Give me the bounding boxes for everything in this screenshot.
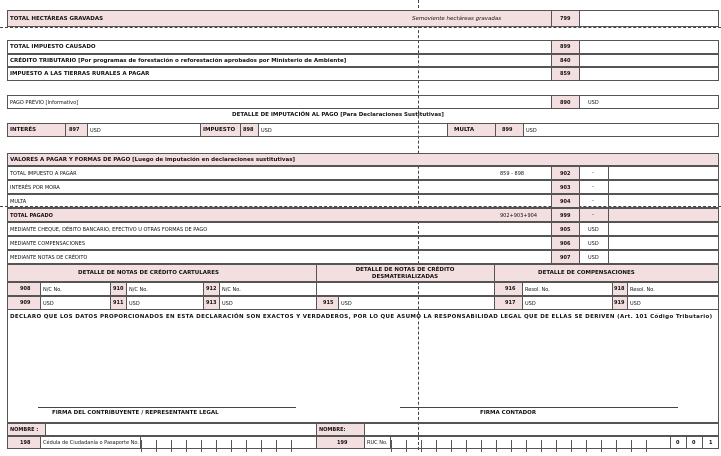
valores-row-value: - [592,184,594,190]
multa-unit: USD [526,128,537,134]
nc-code-908: 908 [20,286,31,292]
credito-row [7,54,719,67]
desmat-blank [316,283,494,295]
nc-code-909: 909 [20,300,31,306]
valores-row-input[interactable] [579,237,608,249]
cedula-label: Cédula de Ciudadanía o Pasaporte No. [43,440,139,446]
valores-row-input[interactable] [579,167,608,179]
nc-code-912: 912 [206,286,217,292]
valores-row-code: 905 [560,227,571,233]
impuesto-pagar-input[interactable] [579,68,718,80]
nc-input-910[interactable] [126,283,203,295]
comp-code-916: 916 [505,286,516,292]
multa-code: 899 [502,127,513,133]
valores-row-formula: 902+903+904 [500,213,538,219]
impuesto-causado-row [7,40,719,54]
impuesto-causado-code: 899 [560,44,571,50]
nombre-label-2: NOMBRE: [319,427,346,433]
interes-label: INTERÉS [10,127,37,133]
pago-previo-row [7,95,719,109]
valores-row-input[interactable] [579,195,608,207]
firma-contador-label: FIRMA CONTADOR [480,410,537,416]
valores-row-extra [608,237,718,249]
valores-row-value: - [592,198,594,204]
semoviente-input[interactable] [579,11,718,26]
cartulares-title: DETALLE DE NOTAS DE CRÉDITO CARTULARES [78,270,219,276]
comp-code-917: 917 [505,300,516,306]
firma-contador-line [400,407,678,408]
ruc-digit: 1 [709,440,713,446]
valores-row [7,194,719,208]
compensaciones-title: DETALLE DE COMPENSACIONES [538,270,635,276]
nc-code-911: 911 [113,300,124,306]
nc-label: N/C No. [222,287,241,293]
nc-label: N/C No. [43,287,62,293]
valores-row-extra [608,181,718,193]
valores-row-label: MEDIANTE NOTAS DE CRÉDITO [10,255,88,261]
ruc-digit: 0 [676,440,680,446]
ruc-label: RUC No. [367,440,388,446]
valores-row-value: - [592,212,594,218]
impuesto-code: 898 [243,127,254,133]
valores-row-label: MEDIANTE COMPENSACIONES [10,241,85,247]
valores-row [7,180,719,194]
usd-label: USD [222,301,233,307]
valores-row-input[interactable] [579,251,608,263]
valores-row-code: 904 [560,199,571,205]
pago-previo-unit: USD [588,100,599,106]
usd-label: USD [43,301,54,307]
firma-contribuyente-line [38,407,296,408]
valores-row [7,208,719,222]
semoviente-code: 799 [560,16,571,22]
nc-input-909[interactable] [40,297,110,309]
comp-input-917[interactable] [522,297,612,309]
total-hectareas-label: TOTAL HECTÁREAS GRAVADAS [10,16,104,22]
valores-row-label: TOTAL IMPUESTO A PAGAR [10,171,77,177]
valores-row-extra [608,251,718,263]
imputacion-row [7,123,719,137]
usd-label: USD [525,301,536,307]
ruc-digit: 0 [692,440,696,446]
valores-row [7,250,719,264]
pago-previo-code: 890 [560,100,571,106]
valores-row-input[interactable] [579,181,608,193]
ruc-code: 199 [337,440,348,446]
nc-input-913[interactable] [219,297,316,309]
valores-row-unit: USD [588,227,599,233]
nc-input-908[interactable] [40,283,110,295]
comp-input-918[interactable] [627,283,718,295]
nc-code-913: 913 [206,300,217,306]
ruc-input-boxes[interactable] [390,437,670,448]
valores-row-label: MULTA [10,199,27,205]
comp-input-919[interactable] [627,297,718,309]
credito-label: CRÉDITO TRIBUTARIO [Por programas de forestación o reforestación aprobados por Ministerio de Ambiente] [10,58,347,64]
nombre-label: NOMBRE : [10,427,39,433]
impuesto-unit: USD [261,128,272,134]
multa-input[interactable] [523,124,718,136]
valores-row-code: 902 [560,171,571,177]
identificacion-row [7,436,719,449]
valores-row-label: MEDIANTE CHEQUE, DÉBITO BANCARIO, EFECTIVO U OTRAS FORMAS DE PAGO [10,227,208,233]
pago-previo-label: PAGO PREVIO [Informativo] [10,100,79,106]
nombre-contribuyente-input[interactable] [45,424,316,435]
interes-unit: USD [90,128,101,134]
nc-label: N/C No. [129,287,148,293]
usd-label: USD [630,301,641,307]
nc-input-911[interactable] [126,297,203,309]
desmat-code: 915 [323,300,334,306]
valores-row-value: - [592,170,594,176]
semoviente-label: Semoviente hectáreas gravadas [412,16,502,22]
valores-title-row [7,153,719,166]
valores-row-extra [608,167,718,179]
interes-code: 897 [69,127,80,133]
firma-contribuyente-label: FIRMA DEL CONTRIBUYENTE / REPRESENTANTE LEGAL [52,410,219,416]
valores-row [7,166,719,180]
nombre-contador-input[interactable] [364,424,718,435]
valores-row-input[interactable] [579,223,608,235]
impuesto-pagar-row [7,67,719,81]
cedula-input-boxes[interactable] [140,437,316,448]
valores-row [7,222,719,236]
valores-row-input[interactable] [579,209,608,221]
valores-row-code: 903 [560,185,571,191]
declaracion-block [7,310,719,423]
detalles-row-2 [7,296,719,310]
total-hectareas-row [7,10,719,27]
imputacion-title: DETALLE DE IMPUTACIÓN AL PAGO [Para Declaraciones Sustitutivas] [232,112,444,118]
credito-input[interactable] [579,55,718,66]
valores-row-label: TOTAL PAGADO [10,213,53,219]
impuesto-causado-label: TOTAL IMPUESTO CAUSADO [10,44,96,50]
declaracion-text: DECLARO QUE LOS DATOS PROPORCIONADOS EN ESTA DECLARACIÓN SON EXACTOS Y VERDADEROS, POR LO QUE ASUMO LA RESPONSABILIDAD LEGAL QUE DE ELLAS SE DERIVEN (Art. 101 Código Tributario) [10,314,713,320]
impuesto-label: IMPUESTO [203,127,236,133]
fold-guide-top [0,27,721,28]
valores-row-formula: 859 - 898 [500,171,525,177]
detalles-header-row [7,264,719,282]
comp-code-919: 919 [614,300,625,306]
detalles-row-1 [7,282,719,296]
valores-row-unit: USD [588,255,599,261]
valores-row-extra [608,223,718,235]
credito-code: 840 [560,58,571,64]
valores-row-unit: USD [588,241,599,247]
comp-input-916[interactable] [522,283,612,295]
valores-row-extra [608,209,718,221]
usd-label: USD [129,301,140,307]
imputacion-title-row [7,110,719,122]
impuesto-pagar-label: IMPUESTO A LAS TIERRAS RURALES A PAGAR [10,71,150,77]
interes-input[interactable] [87,124,200,136]
nc-code-910: 910 [113,286,124,292]
valores-row [7,236,719,250]
nc-input-912[interactable] [219,283,316,295]
resol-label: Resol. No. [630,287,655,293]
comp-code-918: 918 [614,286,625,292]
cedula-code: 198 [20,440,31,446]
valores-row-code: 906 [560,241,571,247]
valores-row-label: INTERÉS POR MORA [10,185,60,191]
impuesto-pagar-code: 859 [560,71,571,77]
nombre-row [7,423,719,436]
resol-label: Resol. No. [525,287,550,293]
valores-title: VALORES A PAGAR Y FORMAS DE PAGO [Luego de imputación en declaraciones sustitutivas] [10,157,295,163]
pago-previo-input[interactable] [579,96,718,108]
valores-row-code: 907 [560,255,571,261]
desmat-input[interactable] [338,297,494,309]
valores-row-extra [608,195,718,207]
impuesto-causado-input[interactable] [579,41,718,53]
multa-label: MULTA [454,127,475,133]
valores-row-code: 999 [560,213,571,219]
desmaterializadas-title: DETALLE DE NOTAS DE CRÉDITO DESMATERIALIZADAS [355,267,455,281]
impuesto-input[interactable] [258,124,447,136]
usd-label: USD [341,301,352,307]
